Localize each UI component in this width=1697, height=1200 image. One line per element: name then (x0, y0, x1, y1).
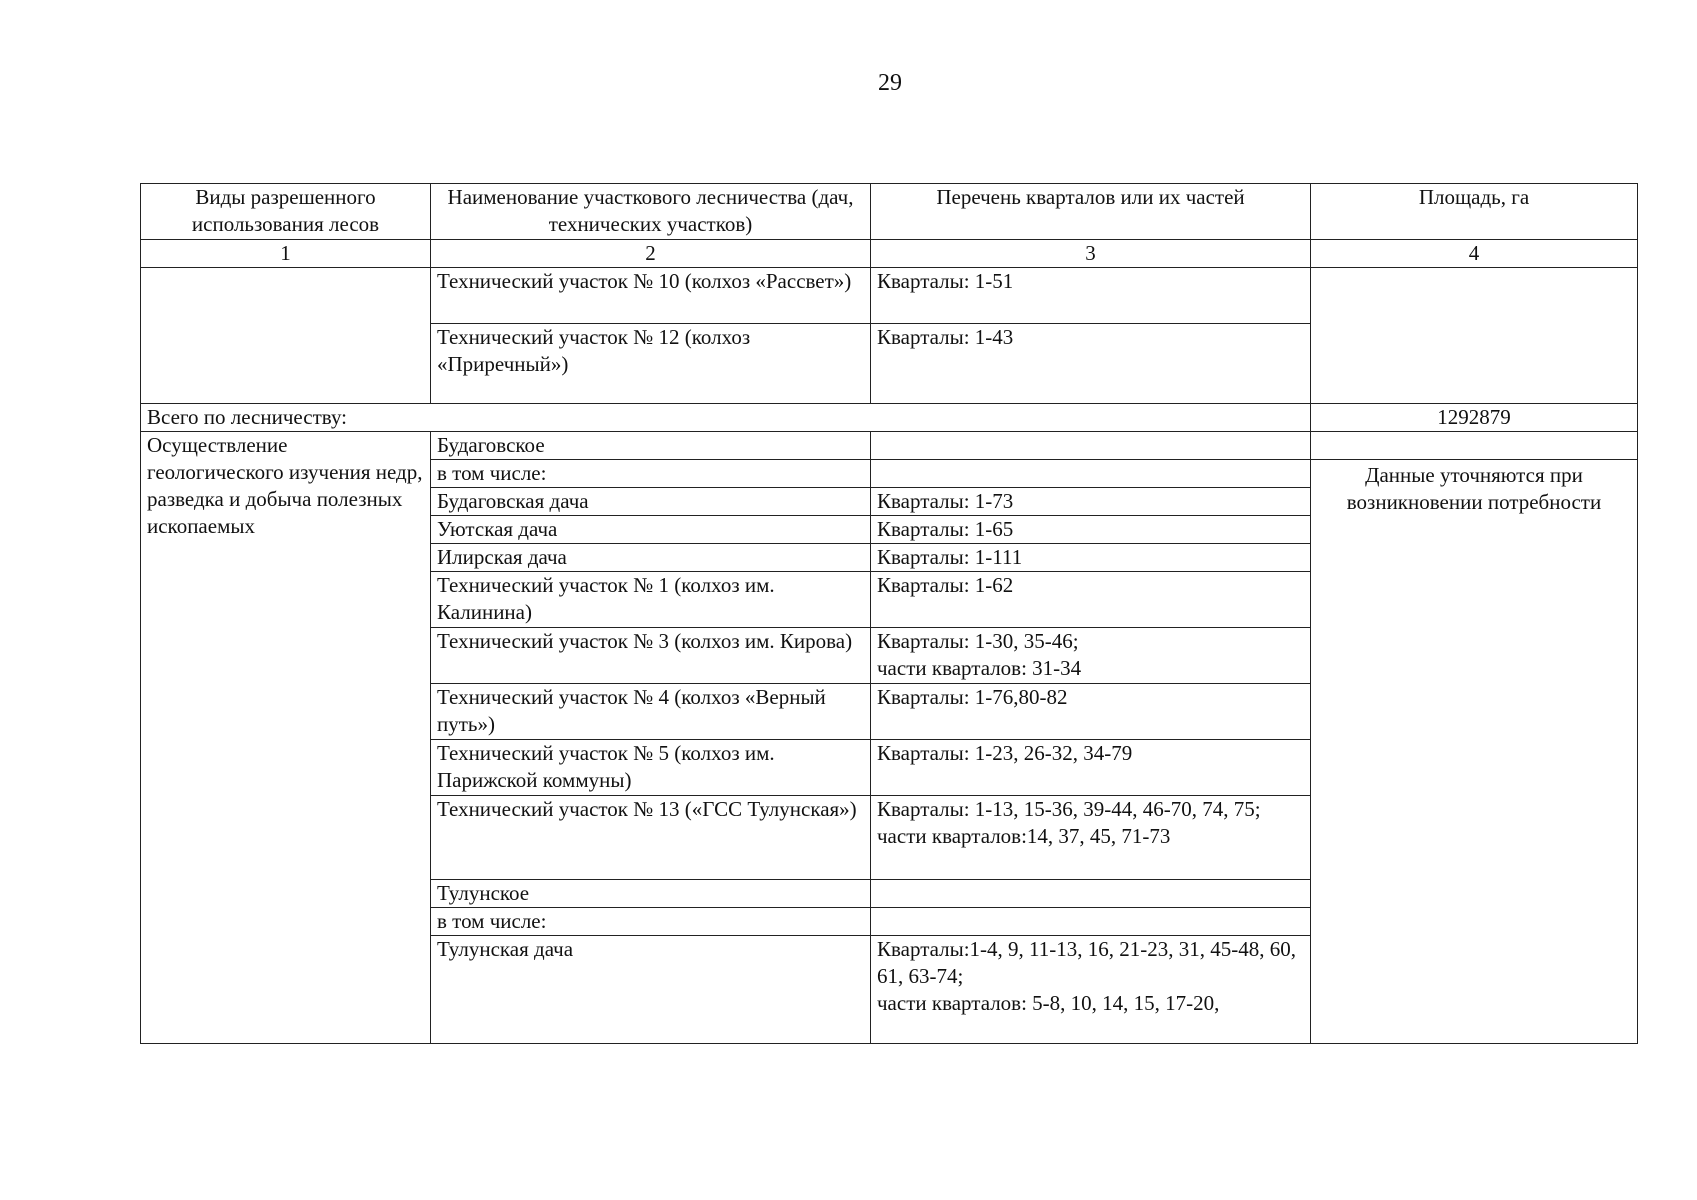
header-row (141, 184, 1638, 240)
quarters-cell (871, 460, 1311, 488)
quarters-cell: Кварталы: 1-13, 15-36, 39-44, 46-70, 74, 75; части кварталов:14, 37, 45, 71-73 (871, 796, 1311, 880)
forestry-name-cell: Тулунская дача (431, 936, 871, 1044)
area-cell-empty (1311, 432, 1638, 460)
quarters-cell: Кварталы: 1-76,80-82 (871, 684, 1311, 740)
forestry-name-cell: в том числе: (431, 908, 871, 936)
forestry-name-cell: Будаговское (431, 432, 871, 460)
page-number: 29 (878, 70, 902, 96)
quarters-cell: Кварталы: 1-30, 35-46; части кварталов: 31-34 (871, 628, 1311, 684)
quarters-cell: Кварталы: 1-43 (871, 324, 1311, 404)
quarters-cell: Кварталы:1-4, 9, 11-13, 16, 21-23, 31, 45-48, 60, 61, 63-74; части кварталов: 5-8, 10, 14, 15, 17-20, (871, 936, 1311, 1044)
column-number: 1 (141, 240, 431, 268)
use-type-cell-empty (141, 268, 431, 404)
quarters-cell: Кварталы: 1-62 (871, 572, 1311, 628)
area-cell-empty (1311, 268, 1638, 404)
header-use-type: Виды разрешенного использования лесов (141, 184, 431, 240)
forestry-name-cell: Уютская дача (431, 516, 871, 544)
forestry-name-cell: Технический участок № 13 («ГСС Тулунская») (431, 796, 871, 880)
use-type-cell: Осуществление геологического изучения недр, разведка и добыча полезных ископаемых (141, 432, 431, 1044)
quarters-cell (871, 432, 1311, 460)
quarters-cell (871, 880, 1311, 908)
quarters-cell: Кварталы: 1-73 (871, 488, 1311, 516)
header-area: Площадь, га (1311, 184, 1638, 240)
column-number: 3 (871, 240, 1311, 268)
forestry-name-cell: Тулунское (431, 880, 871, 908)
quarters-cell: Кварталы: 1-65 (871, 516, 1311, 544)
table-row (141, 268, 1638, 324)
forestry-name-cell: Технический участок № 10 (колхоз «Рассвет») (431, 268, 871, 324)
total-label: Всего по лесничеству: (141, 404, 1311, 432)
table-row (141, 432, 1638, 460)
quarters-cell: Кварталы: 1-51 (871, 268, 1311, 324)
header-quarters: Перечень кварталов или их частей (871, 184, 1311, 240)
forestry-name-cell: Технический участок № 4 (колхоз «Верный путь») (431, 684, 871, 740)
quarters-cell: Кварталы: 1-23, 26-32, 34-79 (871, 740, 1311, 796)
header-forestry-name: Наименование участкового лесничества (дач, технических участков) (431, 184, 871, 240)
forestry-name-cell: Технический участок № 12 (колхоз «Приречный») (431, 324, 871, 404)
forestry-name-cell: Технический участок № 1 (колхоз им. Калинина) (431, 572, 871, 628)
forestry-name-cell: Будаговская дача (431, 488, 871, 516)
forest-use-table (140, 183, 1638, 1044)
column-number: 2 (431, 240, 871, 268)
forestry-name-cell: Илирская дача (431, 544, 871, 572)
forestry-name-cell: Технический участок № 3 (колхоз им. Кирова) (431, 628, 871, 684)
forestry-name-cell: Технический участок № 5 (колхоз им. Парижской коммуны) (431, 740, 871, 796)
total-row (141, 404, 1638, 432)
quarters-cell: Кварталы: 1-111 (871, 544, 1311, 572)
area-note-cell: Данные уточняются при возникновении потребности (1311, 460, 1638, 1044)
column-number: 4 (1311, 240, 1638, 268)
quarters-cell (871, 908, 1311, 936)
column-number-row (141, 240, 1638, 268)
forestry-name-cell: в том числе: (431, 460, 871, 488)
total-value: 1292879 (1311, 404, 1638, 432)
